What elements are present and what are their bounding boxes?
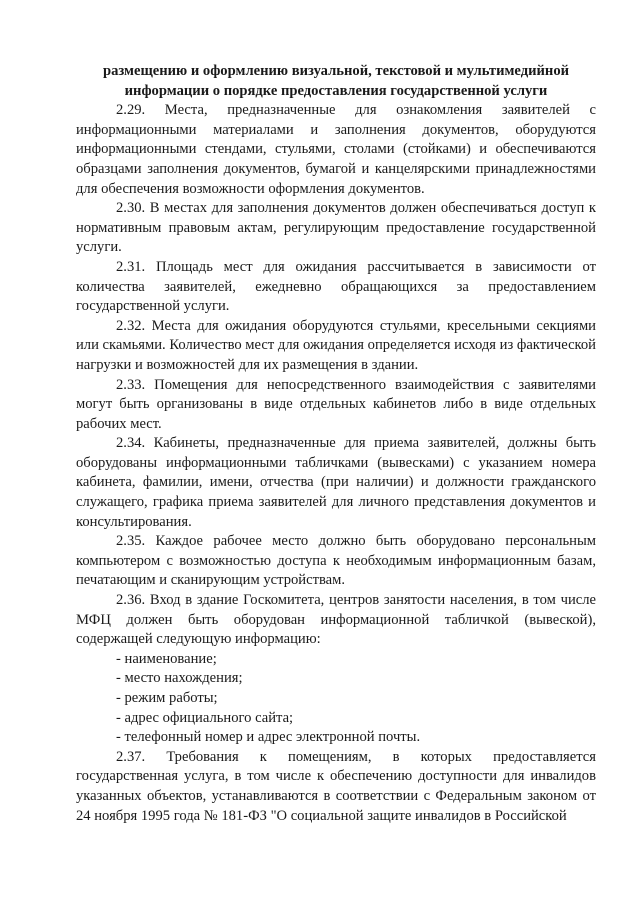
title-line-1: размещению и оформлению визуальной, текстовой и мультимедийной — [102, 63, 570, 79]
section-title — [76, 62, 596, 101]
list-item: - адрес официального сайта; — [116, 709, 294, 726]
paragraph-2-29: 2.29. Места, предназначенные для ознакомления заявителей с информационными материалами и заполнения документов, оборудуются информационными стендами, стульями, столами (стойками) и обеспечиваются образцами заполнения документов, бумагой и канцелярскими принадлежностями для обеспечения возможности оформления документов. — [76, 102, 596, 197]
paragraph-2-30: 2.30. В местах для заполнения документов должен обеспечиваться доступ к нормативным правовым актам, регулирующим предоставление государственной услуги. — [76, 200, 596, 256]
list-item: - наименование; — [116, 650, 217, 667]
title-line-2: информации о порядке предоставления государственной услуги — [124, 82, 548, 99]
document-page — [76, 62, 596, 826]
list-item: - телефонный номер и адрес электронной почты. — [116, 729, 421, 746]
paragraph-2-34: 2.34. Кабинеты, предназначенные для приема заявителей, должны быть оборудованы информационными табличками (вывесками) с указанием номера кабинета, фамилии, имени, отчества (при наличии) и должности гражданского служащего, графика приема заявителей для личного представления документов и консультирования. — [76, 435, 596, 530]
list-item: - режим работы; — [116, 690, 218, 706]
paragraph-2-33: 2.33. Помещения для непосредственного взаимодействия с заявителями могут быть организованы в виде отдельных кабинетов либо в виде отдельных рабочих мест. — [76, 376, 596, 432]
paragraph-2-31: 2.31. Площадь мест для ожидания рассчитывается в зависимости от количества заявителей, ежедневно обращающихся за предоставлением государственной услуги. — [76, 258, 596, 315]
paragraph-2-35: 2.35. Каждое рабочее место должно быть оборудовано персональным компьютером с возможностью доступа к необходимым информационным базам, печатающим и сканирующим устройствам. — [76, 533, 596, 589]
paragraph-2-37: 2.37. Требования к помещениям, в которых предоставляется государственная услуга, в том числе к обеспечению доступности для инвалидов указанных объектов, устанавливаются в соответствии с Федеральным законом от 24 ноября 1995 года № 181-ФЗ "О социальной защите инвалидов в Российской — [76, 748, 596, 824]
list-item: - место нахождения; — [116, 670, 243, 687]
paragraph-2-36: 2.36. Вход в здание Госкомитета, центров занятости населения, в том числе МФЦ должен быть оборудован информационной табличкой (вывеской), содержащей следующую информацию: — [76, 592, 596, 648]
paragraph-2-32: 2.32. Места для ожидания оборудуются стульями, кресельными секциями или скамьями. Количество мест для ожидания определяется исходя из фактической нагрузки и возможностей для их размещения в здании. — [76, 317, 596, 373]
